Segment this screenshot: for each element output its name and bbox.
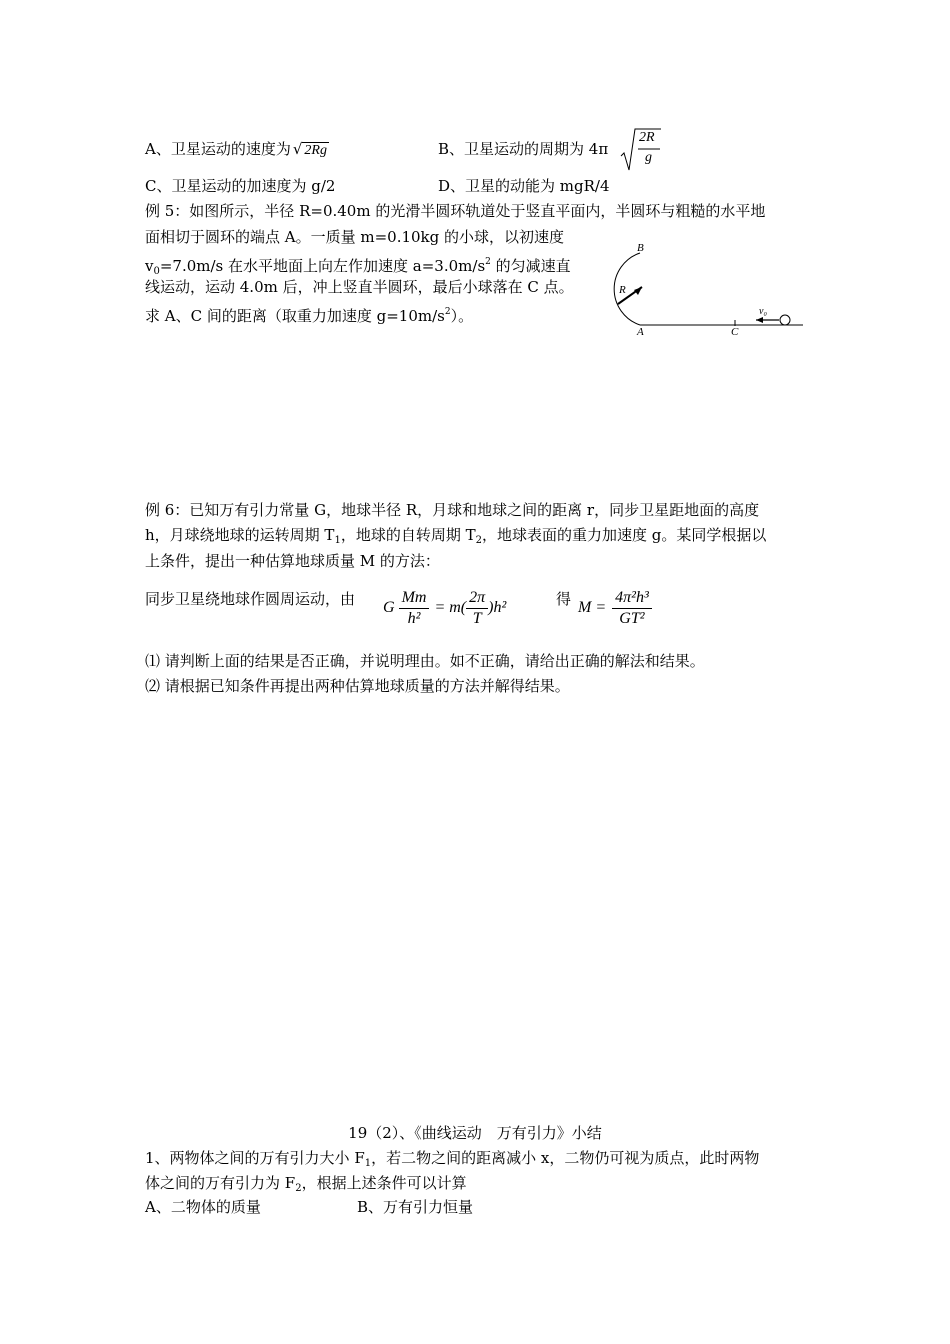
ex5-line5: 求 A、C 间的距离（取重力加速度 $g=10m/s^2$）。 <box>145 307 474 325</box>
section-title: 19（2）、《曲线运动 万有引力》小结 <box>348 1124 602 1142</box>
ex6-question-1: ⑴ 请判断上面的结果是否正确，并说明理由。如不正确，请给出正确的解法和结果。 <box>145 652 705 670</box>
option-b: B、卫星运动的周期为 4π <box>438 140 609 158</box>
get-label: 得 <box>556 590 572 608</box>
ex5-line1: 例 5：如图所示，半径 R=0.40m 的光滑半圆环轨道处于竖直平面内，半圆环与粗糙的水平地 <box>145 202 766 220</box>
sqrt-frac-2r-g: 2R g <box>620 126 662 172</box>
summary-option-a: A、二物体的质量 <box>145 1198 261 1216</box>
ex5-line3: $v_0=7.0m/s$ 在水平地面上向左作加速度 $a=3.0m/s^2$ 的匀减速直 <box>145 257 571 277</box>
label-r: R <box>619 284 626 296</box>
semicircle-track-figure <box>598 240 808 340</box>
ex6-line3: 上条件，提出一种估算地球质量 M 的方法： <box>145 552 440 570</box>
formula-gravity: G $\frac{Mm}{\text{h²}}$ = m( $\frac{2\pi}{T}$ )h² <box>383 588 507 627</box>
sqrt-2rg: √ 2Rg <box>292 140 327 158</box>
ex5-line4: 线运动，运动 4.0m 后，冲上竖直半圆环，最后小球落在 C 点。 <box>145 278 574 296</box>
formula-mass: M = $\frac{\text{4π²h³}}{\text{GT²}}$ <box>578 584 652 632</box>
label-b: B <box>637 242 644 254</box>
summary-p1: 1、两物体之间的万有引力大小 $F_1$，若二物之间的距离减小 x，二物仍可视为质点，此时两物 <box>145 1149 760 1169</box>
ex6-line1: 例 6：已知万有引力常量 G，地球半径 R，月球和地球之间的距离 r，同步卫星距地面的高度 <box>145 501 760 519</box>
label-c: C <box>731 326 739 338</box>
ex6-question-2: ⑵ 请根据已知条件再提出两种估算地球质量的方法并解得结果。 <box>145 677 570 695</box>
ex6-formula-lead: 同步卫星绕地球作圆周运动，由 <box>145 590 356 608</box>
option-d: D、卫星的动能为 mgR/4 <box>438 177 610 195</box>
summary-option-b: B、万有引力恒量 <box>357 1198 474 1216</box>
option-c: C、卫星运动的加速度为 g/2 <box>145 177 336 195</box>
track-diagram <box>598 240 808 340</box>
summary-p2: 体之间的万有引力为 $F_2$，根据上述条件可以计算 <box>145 1174 467 1194</box>
ex6-line2: h，月球绕地球的运转周期 $T_1$，地球的自转周期 $T_2$，地球表面的重力加速度 g。某同学根据以 <box>145 526 767 546</box>
option-a: A、卫星运动的速度为 √ 2Rg <box>145 139 329 161</box>
label-v0: v₀ <box>759 306 767 317</box>
label-a: A <box>637 326 644 338</box>
ex5-line2: 面相切于圆环的端点 A。一质量 m=0.10kg 的小球，以初速度 <box>145 228 565 246</box>
